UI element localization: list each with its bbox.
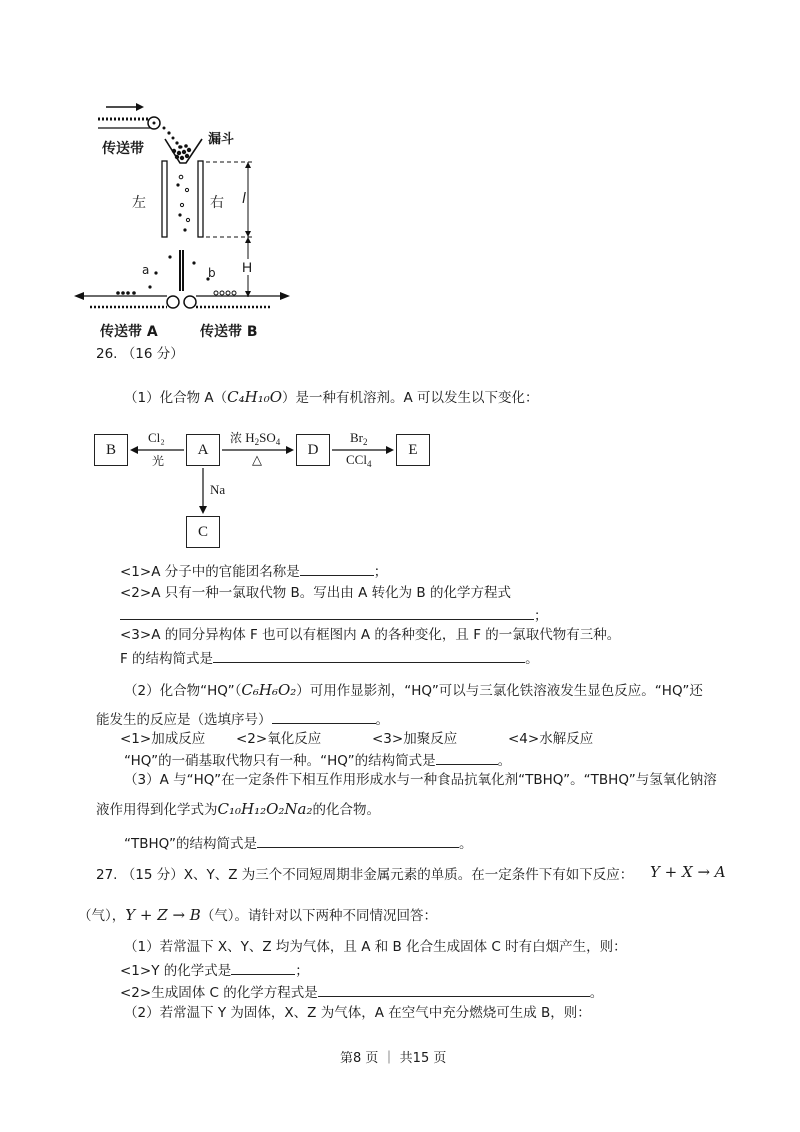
q26-p2-post: ）可用作显影剂，“HQ”可以与三氯化铁溶液发生显色反应。“HQ”还 (296, 683, 703, 699)
answer-blank[interactable] (436, 750, 498, 765)
q26-p3-formula: C₁₀H₁₂O₂Na₂ (217, 800, 313, 818)
particle-b-label: b (208, 266, 216, 280)
q26-s3: <3>A 的同分异构体 F 也可以有框图内 A 的各种变化，且 F 的一氯取代物有三种。 (120, 627, 621, 643)
q26-s3b (120, 648, 539, 668)
q27-eq2: Y + Z → B (125, 906, 201, 924)
q26-p1-post: ）是一种有机溶剂。A 可以发生以下变化： (282, 390, 539, 406)
q27-case1a (120, 960, 309, 980)
cond-heat: △ (252, 452, 262, 467)
page-footer: 第8 页 ｜ 共15 页 (340, 1051, 447, 1066)
belt-B-label: 传送带 B (200, 324, 258, 340)
q26-s1-end: ； (373, 564, 388, 580)
q26-p2-line4-text: “HQ”的一硝基取代物只有一种。“HQ”的结构简式是 (124, 753, 436, 769)
apparatus-figure (70, 95, 300, 345)
reaction-scheme (90, 428, 450, 548)
apparatus-drawing (70, 95, 300, 345)
q27-line1 (96, 866, 633, 884)
q26-p3-line3-end: 。 (459, 836, 473, 852)
q26-p3-line2-pre: 液作用得到化学式为 (96, 802, 218, 818)
q26-p3-line1: （3）A 与“HQ”在一定条件下相互作用形成水与一种食品抗氧化剂“TBHQ”。“TBHQ”与氢氧化钠溶 (124, 772, 717, 788)
cond-h2so4: 浓 $H_2SO_4$ (230, 430, 281, 447)
q27-c1a-text: <1>Y 的化学式是 (120, 963, 232, 979)
q26-s2: <2>A 只有一种一氯取代物 B。写出由 A 转化为 B 的化学方程式 (120, 585, 511, 601)
left-plate-label: 左 (132, 195, 146, 211)
q27-line2 (78, 906, 437, 925)
q26-p3-line3-text: “TBHQ”的结构简式是 (124, 836, 258, 852)
q26-p2-line4-end: 。 (497, 753, 512, 769)
top-belt-label: 传送带 (102, 141, 144, 157)
option-1: <1>加成反应 (120, 731, 206, 747)
option-3: <3>加聚反应 (372, 731, 458, 747)
q27-case2: （2）若常温下 Y 为固体，X、Z 为气体，A 在空气中充分燃烧可生成 B，则： (124, 1005, 591, 1021)
q27-case1b (120, 982, 603, 1002)
scheme-box-B: B (94, 434, 128, 466)
belt-A-label: 传送带 A (100, 324, 158, 340)
answer-blank[interactable] (300, 561, 374, 576)
funnel-label: 漏斗 (208, 132, 235, 147)
q26-s3b-text: F 的结构简式是 (120, 651, 214, 667)
q26-p3-line2-post: 的化合物。 (312, 802, 381, 818)
q26-p2-formula: C₆H₆O₂ (241, 681, 297, 699)
scheme-box-E: E (396, 434, 430, 466)
q26-s3b-end: 。 (525, 651, 539, 667)
answer-blank[interactable] (272, 709, 376, 724)
q27-line1-text: 27. （15 分）X、Y、Z 为三个不同短周期非金属元素的单质。在一定条件下有如下反应： (96, 867, 634, 883)
q26-p2-line4 (124, 750, 511, 770)
q26-p2-line2-end: 。 (375, 712, 389, 728)
q26-part2 (124, 681, 703, 700)
q26-s2-end: ； (534, 608, 548, 624)
q27-line2-pre: （气）， (78, 908, 126, 924)
q27-c1b-text: <2>生成固体 C 的化学方程式是 (120, 985, 318, 1001)
q26-header: 26. （16 分） (96, 346, 184, 362)
particle-a-label: a (142, 263, 150, 277)
option-2: <2>氧化反应 (236, 731, 322, 747)
answer-blank[interactable] (318, 982, 590, 997)
right-plate-label: 右 (210, 195, 224, 211)
q26-s1 (120, 561, 387, 581)
cond-ccl4: CCl$_4$ (346, 452, 372, 469)
q26-s2-answer (120, 605, 548, 625)
q27-case1: （1）若常温下 X、Y、Z 均为气体，且 A 和 B 化合生成固体 C 时有白烟产生，则： (124, 939, 627, 955)
length-l-label: l (242, 191, 246, 207)
q27-eq1: Y + X → A (650, 863, 726, 881)
answer-blank[interactable] (120, 605, 534, 620)
q26-part1-intro (124, 388, 539, 407)
cond-br2: $Br_2$ (350, 430, 368, 447)
scheme-box-D: D (296, 434, 330, 466)
scheme-box-A: A (186, 434, 220, 466)
q26-p2-pre: （2）化合物“HQ”（ (124, 683, 242, 699)
q26-s1-text: <1>A 分子中的官能团名称是 (120, 564, 300, 580)
cond-na: Na (210, 482, 226, 497)
cond-light: 光 (152, 454, 165, 468)
q27-c1a-end: ； (295, 963, 309, 979)
answer-blank[interactable] (257, 833, 459, 848)
q26-p1-formula: C₄H₁₀O (227, 388, 283, 406)
scheme-box-C: C (186, 516, 220, 548)
answer-blank[interactable] (231, 960, 295, 975)
q26-p2-line2 (96, 709, 389, 729)
option-4: <4>水解反应 (508, 731, 594, 747)
q26-p3-line2 (96, 800, 380, 819)
q26-p2-line2-text: 能发生的反应是（选填序号） (96, 712, 272, 728)
q27-line2-post: （气）。请针对以下两种不同情况回答： (200, 908, 438, 924)
q27-c1b-end: 。 (589, 985, 604, 1001)
cond-cl2: Cl₂ (148, 430, 165, 445)
height-H-label: H (242, 259, 253, 275)
q26-p1-pre: （1）化合物 A（ (124, 390, 228, 406)
q26-p3-line3 (124, 833, 473, 853)
answer-blank[interactable] (213, 648, 525, 663)
